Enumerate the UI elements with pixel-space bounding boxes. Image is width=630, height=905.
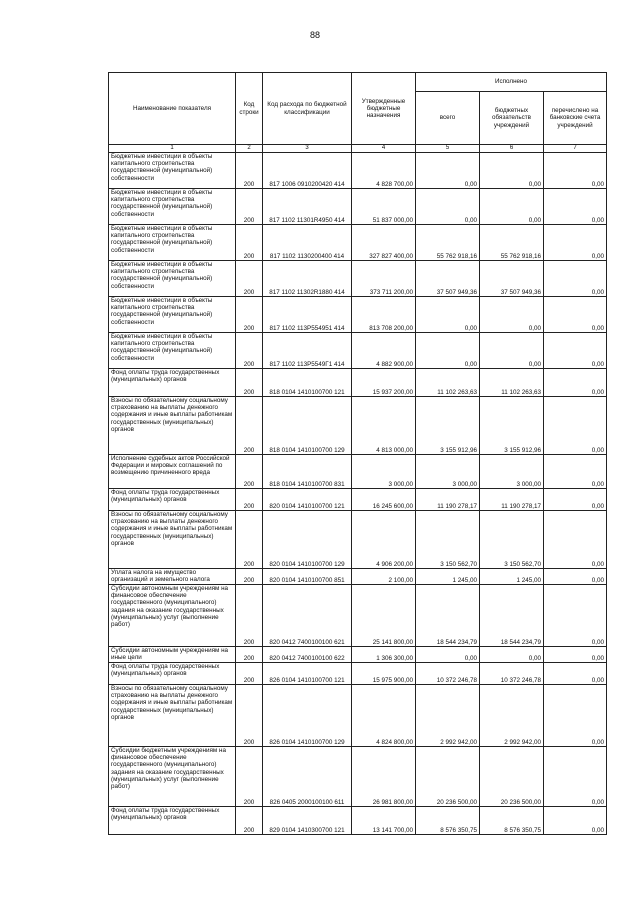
row-total: 0,00 — [416, 297, 480, 333]
row-budget-obligations: 0,00 — [480, 189, 544, 225]
row-approved: 15 937 200,00 — [352, 369, 416, 397]
row-bank-transfers: 0,00 — [544, 685, 607, 747]
row-name: Взносы по обязательному социальному страхованию на выплаты денежного содержания и иные выплаты работникам государственных (муниципальных) органов — [109, 685, 236, 747]
row-code: 200 — [236, 807, 263, 835]
row-total: 0,00 — [416, 647, 480, 663]
row-total: 37 507 949,36 — [416, 261, 480, 297]
row-budget-obligations: 3 150 562,70 — [480, 511, 544, 569]
row-name: Субсидии автономным учреждениям на иные цели — [109, 647, 236, 663]
table-row — [109, 511, 607, 569]
row-approved: 373 711 200,00 — [352, 261, 416, 297]
header-name: Наименование показателя — [109, 73, 236, 145]
column-number: 7 — [544, 145, 607, 153]
row-bank-transfers: 0,00 — [544, 489, 607, 511]
row-bank-transfers: 0,00 — [544, 511, 607, 569]
row-classification: 820 0104 1410100700 129 — [263, 511, 352, 569]
row-total: 0,00 — [416, 333, 480, 369]
row-approved: 15 975 900,00 — [352, 663, 416, 685]
table-row — [109, 261, 607, 297]
row-classification: 818 0104 1410100700 121 — [263, 369, 352, 397]
row-total: 3 150 562,70 — [416, 511, 480, 569]
row-total: 11 190 278,17 — [416, 489, 480, 511]
row-total: 3 000,00 — [416, 455, 480, 489]
row-budget-obligations: 8 576 350,75 — [480, 807, 544, 835]
row-bank-transfers: 0,00 — [544, 747, 607, 807]
header-bank-transfers: перечислено на банковские счета учреждений — [544, 92, 607, 145]
row-name: Фонд оплаты труда государственных (муниципальных) органов — [109, 369, 236, 397]
row-total: 3 155 912,96 — [416, 397, 480, 455]
row-budget-obligations: 0,00 — [480, 647, 544, 663]
row-budget-obligations: 11 190 278,17 — [480, 489, 544, 511]
row-code: 200 — [236, 397, 263, 455]
row-name: Фонд оплаты труда государственных (муниципальных) органов — [109, 663, 236, 685]
table-body — [109, 153, 607, 835]
row-approved: 3 000,00 — [352, 455, 416, 489]
row-total: 10 372 246,78 — [416, 663, 480, 685]
table-row — [109, 397, 607, 455]
row-name: Бюджетные инвестиции в объекты капитального строительства государственной (муниципальной) собственности — [109, 153, 236, 189]
row-name: Бюджетные инвестиции в объекты капитального строительства государственной (муниципальной) собственности — [109, 189, 236, 225]
row-code: 200 — [236, 489, 263, 511]
row-total: 55 762 918,16 — [416, 225, 480, 261]
column-number: 3 — [263, 145, 352, 153]
row-bank-transfers: 0,00 — [544, 153, 607, 189]
row-budget-obligations: 18 544 234,79 — [480, 585, 544, 647]
header-code: Код строки — [236, 73, 263, 145]
row-code: 200 — [236, 455, 263, 489]
row-code: 200 — [236, 297, 263, 333]
row-approved: 813 708 200,00 — [352, 297, 416, 333]
row-approved: 51 837 000,00 — [352, 189, 416, 225]
row-approved: 13 141 700,00 — [352, 807, 416, 835]
row-total: 20 236 500,00 — [416, 747, 480, 807]
row-bank-transfers: 0,00 — [544, 647, 607, 663]
row-code: 200 — [236, 261, 263, 297]
column-number: 4 — [352, 145, 416, 153]
column-number: 6 — [480, 145, 544, 153]
row-classification: 817 1102 113P554951 414 — [263, 297, 352, 333]
row-name: Исполнение судебных актов Российской Федерации и мировых соглашений по возмещению причиненного вреда — [109, 455, 236, 489]
row-classification: 817 1102 1130200400 414 — [263, 225, 352, 261]
table-row — [109, 369, 607, 397]
table-row — [109, 189, 607, 225]
row-bank-transfers: 0,00 — [544, 807, 607, 835]
row-budget-obligations: 55 762 918,16 — [480, 225, 544, 261]
row-approved: 16 245 600,00 — [352, 489, 416, 511]
table-row — [109, 747, 607, 807]
row-approved: 1 306 300,00 — [352, 647, 416, 663]
row-budget-obligations: 37 507 949,36 — [480, 261, 544, 297]
row-classification: 820 0104 1410100700 121 — [263, 489, 352, 511]
table-row — [109, 297, 607, 333]
row-code: 200 — [236, 585, 263, 647]
column-number-row — [109, 145, 607, 153]
row-name: Субсидии бюджетным учреждениям на финансовое обеспечение государственного (муниципального) задания на оказание государственных (муниципальных) услуг (выполнение работ) — [109, 747, 236, 807]
row-name: Фонд оплаты труда государственных (муниципальных) органов — [109, 807, 236, 835]
row-code: 200 — [236, 333, 263, 369]
row-bank-transfers: 0,00 — [544, 333, 607, 369]
table-row — [109, 489, 607, 511]
row-bank-transfers: 0,00 — [544, 397, 607, 455]
row-approved: 4 813 000,00 — [352, 397, 416, 455]
row-classification: 817 1102 11301R4950 414 — [263, 189, 352, 225]
row-bank-transfers: 0,00 — [544, 225, 607, 261]
row-code: 200 — [236, 511, 263, 569]
row-budget-obligations: 10 372 246,78 — [480, 663, 544, 685]
column-number: 2 — [236, 145, 263, 153]
row-classification: 826 0104 1410100700 129 — [263, 685, 352, 747]
row-code: 200 — [236, 225, 263, 261]
header-budget-obligations: бюджетных обязательств учреждений — [480, 92, 544, 145]
table-row — [109, 153, 607, 189]
row-budget-obligations: 3 155 912,96 — [480, 397, 544, 455]
row-approved: 26 981 800,00 — [352, 747, 416, 807]
row-bank-transfers: 0,00 — [544, 297, 607, 333]
row-name: Субсидии автономным учреждениям на финансовое обеспечение государственного (муниципального) задания на оказание государственных (муниципальных) услуг (выполнение работ) — [109, 585, 236, 647]
row-budget-obligations: 2 992 942,00 — [480, 685, 544, 747]
row-budget-obligations: 0,00 — [480, 333, 544, 369]
row-code: 200 — [236, 663, 263, 685]
row-total: 18 544 234,79 — [416, 585, 480, 647]
row-bank-transfers: 0,00 — [544, 663, 607, 685]
header-classification: Код расхода по бюджетной классификации — [263, 73, 352, 145]
header-executed: Исполнено — [416, 73, 607, 92]
row-code: 200 — [236, 153, 263, 189]
row-bank-transfers: 0,00 — [544, 569, 607, 585]
row-classification: 817 1102 113P5549Г1 414 — [263, 333, 352, 369]
table-row — [109, 685, 607, 747]
row-name: Взносы по обязательному социальному страхованию на выплаты денежного содержания и иные выплаты работникам государственных (муниципальных) органов — [109, 511, 236, 569]
table-row — [109, 663, 607, 685]
row-bank-transfers: 0,00 — [544, 455, 607, 489]
row-approved: 4 906 200,00 — [352, 511, 416, 569]
row-approved: 4 824 800,00 — [352, 685, 416, 747]
row-classification: 820 0412 7400100100 621 — [263, 585, 352, 647]
row-budget-obligations: 0,00 — [480, 297, 544, 333]
row-budget-obligations: 20 236 500,00 — [480, 747, 544, 807]
row-classification: 820 0412 7400100100 622 — [263, 647, 352, 663]
row-code: 200 — [236, 569, 263, 585]
page-number: 88 — [309, 30, 320, 40]
header-approved: Утвержденные бюджетные назначения — [352, 73, 416, 145]
row-name: Бюджетные инвестиции в объекты капитального строительства государственной (муниципальной) собственности — [109, 297, 236, 333]
table-row — [109, 585, 607, 647]
table-row — [109, 225, 607, 261]
row-classification: 818 0104 1410100700 831 — [263, 455, 352, 489]
row-bank-transfers: 0,00 — [544, 369, 607, 397]
column-number: 1 — [109, 145, 236, 153]
row-approved: 4 828 700,00 — [352, 153, 416, 189]
row-name: Бюджетные инвестиции в объекты капитального строительства государственной (муниципальной) собственности — [109, 261, 236, 297]
row-bank-transfers: 0,00 — [544, 189, 607, 225]
row-name: Фонд оплаты труда государственных (муниципальных) органов — [109, 489, 236, 511]
row-classification: 820 0104 1410100700 851 — [263, 569, 352, 585]
table-row — [109, 455, 607, 489]
budget-execution-table — [108, 72, 607, 835]
table-row — [109, 807, 607, 835]
row-code: 200 — [236, 747, 263, 807]
row-bank-transfers: 0,00 — [544, 585, 607, 647]
row-total: 1 245,00 — [416, 569, 480, 585]
row-classification: 817 1102 11302R1880 414 — [263, 261, 352, 297]
row-budget-obligations: 3 000,00 — [480, 455, 544, 489]
row-classification: 826 0405 2000100100 611 — [263, 747, 352, 807]
row-total: 0,00 — [416, 153, 480, 189]
row-name: Бюджетные инвестиции в объекты капитального строительства государственной (муниципальной) собственности — [109, 333, 236, 369]
row-budget-obligations: 0,00 — [480, 153, 544, 189]
row-total: 8 576 350,75 — [416, 807, 480, 835]
row-total: 0,00 — [416, 189, 480, 225]
row-approved: 327 827 400,00 — [352, 225, 416, 261]
row-code: 200 — [236, 685, 263, 747]
row-total: 11 102 263,63 — [416, 369, 480, 397]
column-number: 5 — [416, 145, 480, 153]
table-row — [109, 333, 607, 369]
row-name: Уплата налога на имущество организаций и земельного налога — [109, 569, 236, 585]
row-approved: 2 100,00 — [352, 569, 416, 585]
row-bank-transfers: 0,00 — [544, 261, 607, 297]
row-classification: 817 1006 0910200420 414 — [263, 153, 352, 189]
row-budget-obligations: 11 102 263,63 — [480, 369, 544, 397]
row-name: Взносы по обязательному социальному страхованию на выплаты денежного содержания и иные выплаты работникам государственных (муниципальных) органов — [109, 397, 236, 455]
row-code: 200 — [236, 647, 263, 663]
row-classification: 829 0104 1410300700 121 — [263, 807, 352, 835]
row-budget-obligations: 1 245,00 — [480, 569, 544, 585]
row-name: Бюджетные инвестиции в объекты капитального строительства государственной (муниципальной) собственности — [109, 225, 236, 261]
table-row — [109, 569, 607, 585]
row-code: 200 — [236, 369, 263, 397]
header-total: всего — [416, 92, 480, 145]
row-classification: 818 0104 1410100700 129 — [263, 397, 352, 455]
row-approved: 4 882 900,00 — [352, 333, 416, 369]
row-code: 200 — [236, 189, 263, 225]
row-total: 2 992 942,00 — [416, 685, 480, 747]
row-approved: 25 141 800,00 — [352, 585, 416, 647]
table-row — [109, 647, 607, 663]
row-classification: 826 0104 1410100700 121 — [263, 663, 352, 685]
